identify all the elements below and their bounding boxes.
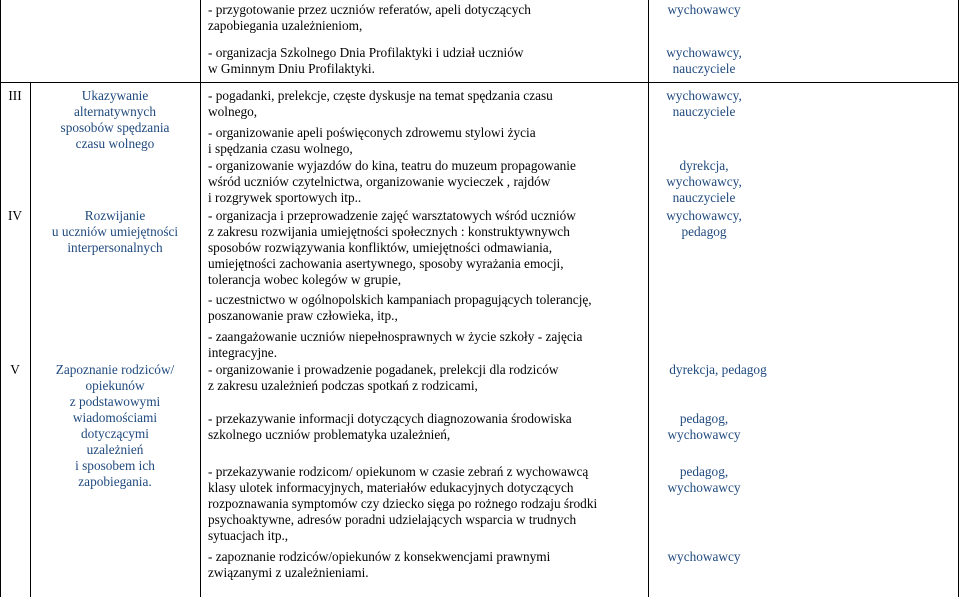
table-divider-goal — [200, 0, 201, 597]
goal-text: z podstawowymi — [69, 394, 161, 409]
responsible-text: nauczyciele — [672, 104, 736, 119]
responsible-text: pedagog, — [679, 411, 729, 426]
action-text: - organizowanie apeli poświęconych zdrowemu stylowi życia — [208, 125, 536, 140]
responsible-text: nauczyciele — [672, 190, 736, 205]
action-text: - przekazywanie informacji dotyczących diagnozowania środowiska — [208, 411, 572, 426]
responsible-text: wychowawcy, — [666, 88, 742, 103]
action-text: - organizowanie i prowadzenie pogadanek, prelekcji dla rodziców — [208, 362, 559, 377]
goal-text: sposobów spędzania — [60, 120, 170, 135]
action-text: - organizowanie wyjazdów do kina, teatru do muzeum propagowanie — [208, 158, 576, 173]
action-text: sytuacjach itp., — [208, 528, 289, 543]
action-text: rozpoznawania symptomów czy dziecko sięga po rożnego rodzaju środki — [208, 496, 598, 511]
action-text: - pogadanki, prelekcje, częste dyskusje na temat spędzania czasu — [208, 88, 553, 103]
action-text: poszanowanie praw człowieka, itp., — [208, 308, 398, 323]
row-number: V — [10, 362, 20, 377]
goal-text: czasu wolnego — [75, 136, 155, 151]
action-text: wolnego, — [208, 104, 258, 119]
responsible-text: wychowawcy, — [666, 208, 742, 223]
action-text: szkolnego uczniów problematyka uzależnień, — [208, 427, 451, 442]
action-text: - przekazywanie rodzicom/ opiekunom w czasie zebrań z wychowawcą — [208, 464, 589, 479]
goal-text: zapobiegania. — [78, 474, 152, 489]
row-number: IV — [7, 208, 23, 223]
responsible-text: nauczyciele — [672, 61, 736, 76]
goal-text: Zapoznanie rodziców/ — [55, 362, 175, 377]
row-number: III — [8, 88, 22, 103]
responsible-text: wychowawcy, — [666, 174, 742, 189]
goal-text: uzależnień — [86, 442, 144, 457]
responsible-text: dyrekcja, pedagog — [669, 362, 767, 377]
action-text: z zakresu rozwijania umiejętności społecznych : konstruktywnywch — [208, 224, 570, 239]
goal-text: u uczniów umiejętności — [51, 224, 179, 239]
responsible-text: dyrekcja, — [679, 158, 729, 173]
action-text: umiejętności zachowania asertywnego, sposoby wyrażania emocji, — [208, 256, 564, 271]
goal-text: opiekunów — [85, 378, 145, 393]
action-text: i spędzania czasu wolnego, — [208, 141, 353, 156]
responsible-text: wychowawcy — [667, 549, 741, 564]
action-text: zapobiegania uzależnieniom, — [208, 18, 363, 33]
action-text: tolerancja wobec kolegów w grupie, — [208, 272, 402, 287]
action-text: - uczestnictwo w ogólnopolskich kampaniach propagujących tolerancję, — [208, 292, 592, 307]
row-separator-top — [0, 82, 959, 83]
goal-text: i sposobem ich — [75, 458, 155, 473]
goal-text: Ukazywanie — [81, 88, 149, 103]
action-text: sposobów rozwiązywania konfliktów, umiejętności odmawiania, — [208, 240, 553, 255]
goal-text: wiadomościami — [72, 410, 158, 425]
responsible-text: wychowawcy, — [666, 45, 742, 60]
action-text: w Gminnym Dniu Profilaktyki. — [208, 61, 375, 76]
action-text: wśród uczniów czytelnictwa, organizowanie wycieczek , rajdów — [208, 174, 551, 189]
action-text: - zaangażowanie uczniów niepełnosprawnych w życie szkoły - zajęcia — [208, 329, 583, 344]
goal-text: interpersonalnych — [67, 240, 163, 255]
responsible-text: wychowawcy — [667, 427, 741, 442]
goal-text: Rozwijanie — [84, 208, 146, 223]
action-text: - organizacja Szkolnego Dnia Profilaktyki i udział uczniów — [208, 45, 524, 60]
action-text: związanymi z uzależnieniami. — [208, 565, 369, 580]
table-divider-number — [30, 82, 31, 597]
responsible-text: wychowawcy — [667, 480, 741, 495]
action-text: i rozgrywek sportowych itp.. — [208, 190, 362, 205]
responsible-text: pedagog — [681, 224, 727, 239]
responsible-text: pedagog, — [679, 464, 729, 479]
action-text: klasy ulotek informacyjnych, materiałów edukacyjnych dotyczących — [208, 480, 574, 495]
goal-text: alternatywnych — [74, 104, 156, 119]
action-text: - zapoznanie rodziców/opiekunów z konsekwencjami prawnymi — [208, 549, 551, 564]
action-text: - przygotowanie przez uczniów referatów, apeli dotyczących — [208, 2, 531, 17]
responsible-text: wychowawcy — [667, 2, 741, 17]
action-text: - organizacja i przeprowadzenie zajęć warsztatowych wśród uczniów — [208, 208, 576, 223]
action-text: z zakresu uzależnień podczas spotkań z rodzicami, — [208, 378, 478, 393]
action-text: integracyjne. — [208, 345, 278, 360]
goal-text: dotyczącymi — [81, 426, 149, 441]
action-text: psychoaktywne, adresów poradni udzielających wsparcia w trudnych — [208, 512, 577, 527]
